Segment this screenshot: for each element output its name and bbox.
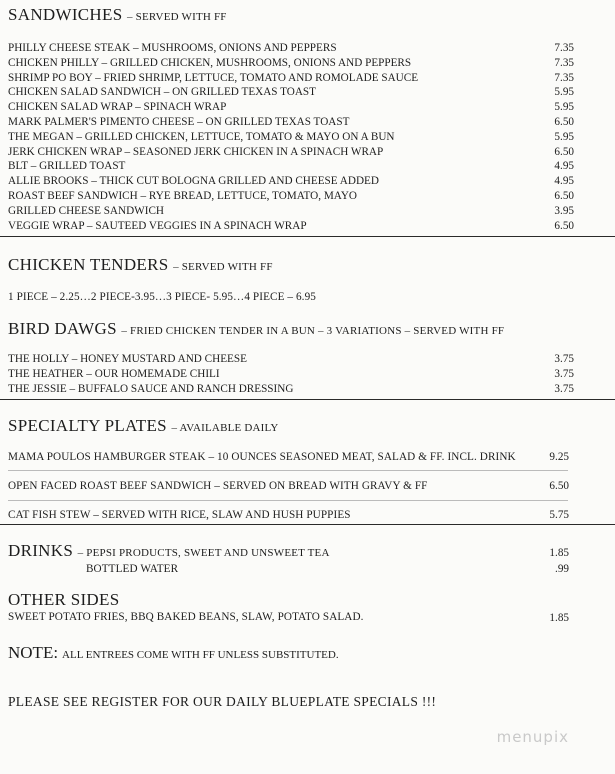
menu-item xyxy=(8,145,574,160)
menu-item-name: ROAST BEEF SANDWICH – RYE BREAD, LETTUCE, TOMATO, MAYO xyxy=(8,189,358,202)
bird-dawgs-title: BIRD DAWGS xyxy=(8,319,117,338)
divider xyxy=(0,524,615,525)
divider xyxy=(0,399,615,400)
menu-item-name: ALLIE BROOKS – THICK CUT BOLOGNA GRILLED AND CHEESE ADDED xyxy=(8,175,379,188)
watermark: menupix xyxy=(496,728,569,746)
menu-item xyxy=(8,130,574,145)
divider xyxy=(0,236,615,237)
menu-item-price: 6.50 xyxy=(554,115,574,128)
menu-item-price: 5.95 xyxy=(554,101,574,114)
menu-item-name: PHILLY CHEESE STEAK – MUSHROOMS, ONIONS AND PEPPERS xyxy=(8,42,337,54)
specialty-item-name: MAMA POULOS HAMBURGER STEAK – 10 OUNCES SEASONED MEAT, SALAD & FF. INCL. DRINK xyxy=(8,451,516,463)
drinks-title: DRINKS xyxy=(8,541,74,560)
sides-price: 1.85 xyxy=(549,612,569,624)
sandwiches-title: SANDWICHES xyxy=(8,5,123,24)
tenders-header xyxy=(8,255,273,275)
menu-item xyxy=(8,382,574,397)
menu-item-price: 3.75 xyxy=(554,382,574,395)
menu-item-price: 4.95 xyxy=(554,175,574,188)
menu-item xyxy=(8,159,574,174)
specialty-item-name: OPEN FACED ROAST BEEF SANDWICH – SERVED ON BREAD WITH GRAVY & FF xyxy=(8,480,428,492)
specialty-item-name: CAT FISH STEW – SERVED WITH RICE, SLAW AND HUSH PUPPIES xyxy=(8,509,351,521)
menu-item-price: 3.95 xyxy=(554,204,574,217)
menu-item xyxy=(8,85,574,100)
menu-item-name: JERK CHICKEN WRAP – SEASONED JERK CHICKEN IN A SPINACH WRAP xyxy=(8,145,384,158)
menu-item xyxy=(8,56,574,71)
bird-dawgs-list xyxy=(8,352,574,396)
footer-specials: PLEASE SEE REGISTER FOR OUR DAILY BLUEPLATE SPECIALS !!! xyxy=(8,694,437,709)
menu-item-name: SHRIMP PO BOY – FRIED SHRIMP, LETTUCE, TOMATO AND ROMOLADE SAUCE xyxy=(8,71,419,84)
menu-item-price: 6.50 xyxy=(554,145,574,158)
specialty-title: SPECIALTY PLATES xyxy=(8,416,167,435)
menu-item xyxy=(8,41,574,56)
menu-item-name: GRILLED CHEESE SANDWICH xyxy=(8,204,164,217)
menu-item-price: 3.75 xyxy=(554,367,574,380)
menu-item xyxy=(8,189,574,204)
menu-item-price: 5.95 xyxy=(554,86,574,99)
menu-item-price: 7.35 xyxy=(554,71,574,84)
tenders-pricing: 1 PIECE – 2.25…2 PIECE-3.95…3 PIECE- 5.95…4 PIECE – 6.95 xyxy=(8,291,316,303)
tenders-subtitle: – SERVED WITH FF xyxy=(173,261,273,273)
specialty-header xyxy=(8,416,279,436)
menu-item xyxy=(8,204,574,219)
menu-item-name: CHICKEN SALAD SANDWICH – ON GRILLED TEXAS TOAST xyxy=(8,86,316,99)
drinks-subtitle: – PEPSI PRODUCTS, SWEET AND UNSWEET TEA xyxy=(77,547,330,559)
specialty-item-price: 9.25 xyxy=(549,451,569,463)
menu-item-name: THE HEATHER – OUR HOMEMADE CHILI xyxy=(8,367,220,380)
drinks-header xyxy=(8,541,330,561)
drinks-bottled-water: BOTTLED WATER xyxy=(86,563,179,575)
menu-item-price: 7.35 xyxy=(554,42,574,54)
divider xyxy=(8,500,568,501)
menu-item xyxy=(8,71,574,86)
bird-dawgs-subtitle: – FRIED CHICKEN TENDER IN A BUN – 3 VARIATIONS – SERVED WITH FF xyxy=(121,325,505,337)
menu-item-name: CHICKEN SALAD WRAP – SPINACH WRAP xyxy=(8,101,227,114)
specialty-item-price: 6.50 xyxy=(549,480,569,492)
menu-item-price: 3.75 xyxy=(554,353,574,365)
menu-item-name: THE HOLLY – HONEY MUSTARD AND CHEESE xyxy=(8,353,247,365)
sandwiches-list xyxy=(8,41,574,233)
sandwiches-header xyxy=(8,5,227,25)
menu-item-price: 4.95 xyxy=(554,160,574,173)
menu-item xyxy=(8,352,574,367)
menu-item-price: 5.95 xyxy=(554,130,574,143)
menu-item-name: THE MEGAN – GRILLED CHICKEN, LETTUCE, TOMATO & MAYO ON A BUN xyxy=(8,130,395,143)
drinks-price: 1.85 xyxy=(549,547,569,559)
specialty-item-price: 5.75 xyxy=(549,509,569,521)
menu-item-name: MARK PALMER'S PIMENTO CHEESE – ON GRILLED TEXAS TOAST xyxy=(8,115,350,128)
menu-item xyxy=(8,367,574,382)
sides-title: OTHER SIDES xyxy=(8,590,120,609)
menu-item-name: THE JESSIE – BUFFALO SAUCE AND RANCH DRESSING xyxy=(8,382,294,395)
menu-item-name: VEGGIE WRAP – SAUTEED VEGGIES IN A SPINACH WRAP xyxy=(8,219,307,232)
menu-item-price: 6.50 xyxy=(554,189,574,202)
note-title: NOTE: xyxy=(8,643,59,662)
menu-item-price: 7.35 xyxy=(554,56,574,69)
sides-list: SWEET POTATO FRIES, BBQ BAKED BEANS, SLAW, POTATO SALAD. xyxy=(8,611,364,623)
specialty-subtitle: – AVAILABLE DAILY xyxy=(171,422,279,434)
menu-item xyxy=(8,100,574,115)
menu-item-name: BLT – GRILLED TOAST xyxy=(8,160,126,173)
bottled-water-price: .99 xyxy=(555,563,569,575)
menu-item-price: 6.50 xyxy=(554,219,574,232)
note-text: ALL ENTREES COME WITH FF UNLESS SUBSTITUTED. xyxy=(62,649,339,661)
divider xyxy=(8,470,568,471)
bird-dawgs-header xyxy=(8,319,504,339)
menu-item xyxy=(8,174,574,189)
menu-item-name: CHICKEN PHILLY – GRILLED CHICKEN, MUSHROOMS, ONIONS AND PEPPERS xyxy=(8,56,412,69)
menu-item xyxy=(8,219,574,234)
sandwiches-subtitle: – SERVED WITH FF xyxy=(127,11,227,23)
menu-item xyxy=(8,115,574,130)
tenders-title: CHICKEN TENDERS xyxy=(8,255,169,274)
note xyxy=(8,643,339,663)
